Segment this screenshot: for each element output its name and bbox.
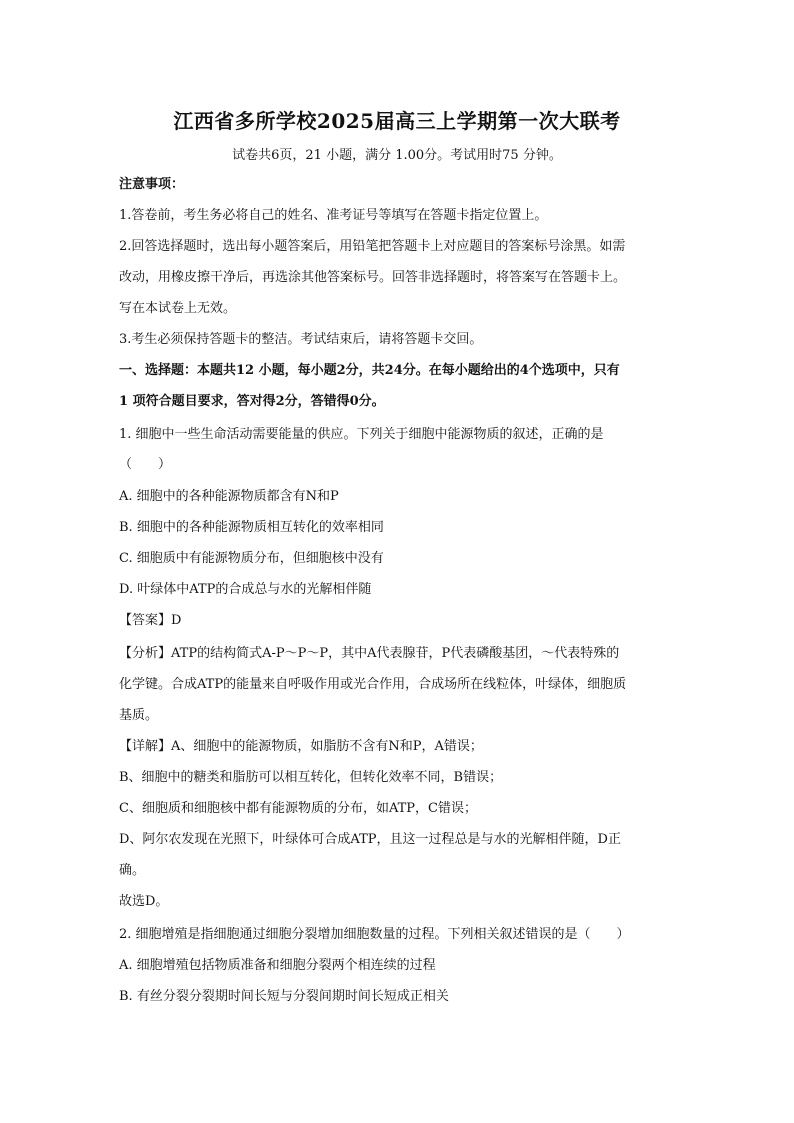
question-2-option-b: B. 有丝分裂分裂期时间长短与分裂间期时间长短成正相关: [119, 989, 449, 1004]
notice-heading: 注意事项：: [119, 177, 185, 192]
question-1-option-a: A. 细胞中的各种能源物质都含有N和P: [119, 489, 339, 504]
question-1-option-b: B. 细胞中的各种能源物质相互转化的效率相同: [119, 520, 384, 535]
question-1-option-d: D. 叶绿体中ATP的合成总与水的光解相伴随: [119, 582, 372, 597]
notice-item-2-line-1: 2.回答选择题时，选出每小题答案后，用铅笔把答题卡上对应题目的答案标号涂黑。如需: [119, 239, 626, 254]
question-1-answer: 【答案】D: [119, 613, 182, 628]
question-1-detail-line-3: C、细胞质和细胞核中都有能源物质的分布，如ATP，C错误；: [119, 801, 477, 816]
notice-item-2-line-3: 写在本试卷上无效。: [119, 301, 237, 316]
question-2-stem: 2. 细胞增殖是指细胞通过细胞分裂增加细胞数量的过程。下列相关叙述错误的是（ ）: [119, 927, 630, 942]
question-1-detail-line-4: D、阿尔农发现在光照下，叶绿体可合成ATP，且这一过程总是与水的光解相伴随，D正: [119, 832, 621, 847]
question-1-detail-line-2: B、细胞中的糖类和脂肪可以相互转化，但转化效率不同，B错误；: [119, 770, 503, 785]
question-2-option-a: A. 细胞增殖包括物质准备和细胞分裂两个相连续的过程: [119, 958, 436, 973]
question-1-detail-line-5: 确。: [119, 863, 146, 878]
question-1-conclusion: 故选D。: [119, 894, 169, 909]
section-heading-line-2: 1 项符合题目要求，答对得2分，答错得0分。: [119, 394, 385, 409]
question-1-stem-line-2: （ ）: [119, 457, 172, 472]
question-1-stem-line-1: 1. 细胞中一些生命活动需要能量的供应。下列关于细胞中能源物质的叙述，正确的是: [119, 427, 604, 442]
question-1-analysis-line-1: 【分析】ATP的结构简式A-P～P～P，其中A代表腺苷，P代表磷酸基团，～代表特殊的: [119, 646, 620, 661]
question-1-analysis-line-3: 基质。: [119, 708, 159, 723]
exam-subtitle: 试卷共6页，21 小题，满分 1.00分。考试用时75 分钟。: [232, 148, 562, 163]
notice-item-2-line-2: 改动，用橡皮擦干净后，再选涂其他答案标号。回答非选择题时，将答案写在答题卡上。: [119, 270, 627, 285]
notice-item-1: 1.答卷前，考生务必将自己的姓名、准考证号等填写在答题卡指定位置上。: [119, 208, 548, 223]
question-1-detail-line-1: 【详解】A、细胞中的能源物质，如脂肪不含有N和P，A错误；: [119, 739, 483, 754]
section-heading-line-1: 一、选择题：本题共12 小题，每小题2分，共24分。在每小题给出的4个选项中，只有: [119, 363, 620, 378]
question-1-option-c: C. 细胞质中有能源物质分布，但细胞核中没有: [119, 551, 384, 566]
notice-item-3: 3.考生必须保持答题卡的整洁。考试结束后，请将答题卡交回。: [119, 332, 483, 347]
exam-title: 江西省多所学校2025届高三上学期第一次大联考: [173, 109, 621, 133]
question-1-analysis-line-2: 化学键。合成ATP的能量来自呼吸作用或光合作用，合成场所在线粒体，叶绿体，细胞质: [119, 677, 627, 692]
